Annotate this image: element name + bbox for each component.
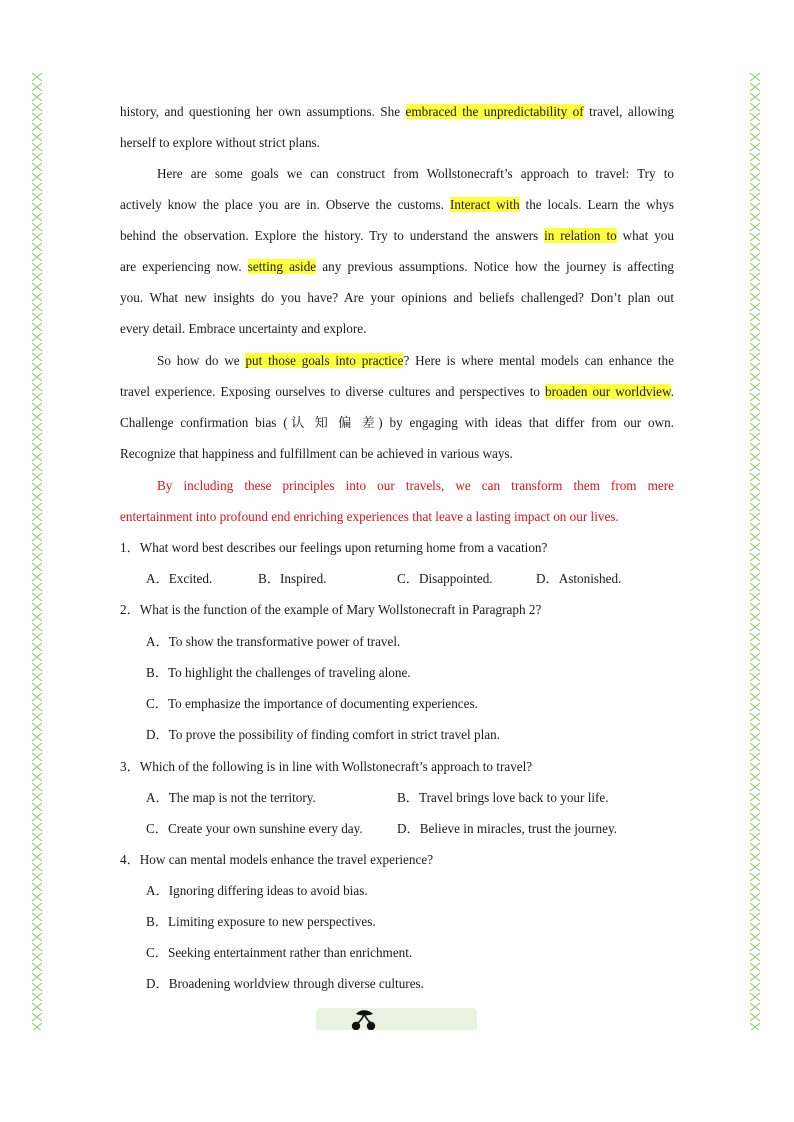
highlighted-phrase: put those goals into practice [245,353,404,368]
passage-line: Recognize that happiness and fulfillment can be achieved in various ways. [120,446,513,461]
option-a: A．Excited. [146,571,213,586]
option-a: A．The map is not the territory. [146,790,316,805]
option-a: A．To show the transformative power of travel. [146,634,401,649]
highlighted-phrase: in relation to [544,228,617,243]
passage-line: you. What new insights do you have? Are your opinions and beliefs challenged? Don’t plan out [120,290,674,305]
highlighted-phrase: setting aside [247,259,317,274]
right-border-decoration [748,72,762,1030]
highlighted-phrase: broaden our worldview [545,384,671,399]
question-stem: 3．Which of the following is in line with Wollstonecraft’s approach to travel? [120,759,533,774]
question-stem: 2．What is the function of the example of Mary Wollstonecraft in Paragraph 2? [120,602,542,617]
passage-line-red: entertainment into profound end enriching experiences that leave a lasting impact on our lives. [120,509,619,524]
option-b: B．Inspired. [258,571,327,586]
option-b: B．To highlight the challenges of traveling alone. [146,665,411,680]
cherry-icon [346,1008,380,1030]
passage-line: So how do we put those goals into practice? Here is where mental models can enhance the [157,353,674,368]
option-c: C．To emphasize the importance of documenting experiences. [146,696,478,711]
passage-line: actively know the place you are in. Observe the customs. Interact with the locals. Learn the whys [120,197,674,212]
option-b: B．Limiting exposure to new perspectives. [146,914,376,929]
passage-line-red: By including these principles into our travels, we can transform them from mere [157,478,674,493]
option-c: C．Disappointed. [397,571,493,586]
passage-line: every detail. Embrace uncertainty and explore. [120,321,367,336]
option-a: A．Ignoring differing ideas to avoid bias. [146,883,368,898]
option-c: C．Create your own sunshine every day. [146,821,363,836]
option-c: C．Seeking entertainment rather than enrichment. [146,945,413,960]
left-border-decoration [30,72,44,1030]
question-stem: 4．How can mental models enhance the travel experience? [120,852,434,867]
option-d: D．Astonished. [536,571,622,586]
question-stem: 1．What word best describes our feelings upon returning home from a vacation? [120,540,548,555]
passage-line: herself to explore without strict plans. [120,135,320,150]
passage-line: Challenge confirmation bias (认 知 偏 差) by engaging with ideas that differ from our own. [120,415,674,430]
highlighted-phrase: Interact with [450,197,520,212]
passage-line: Here are some goals we can construct from Wollstonecraft’s approach to travel: Try to [157,166,674,181]
passage-line: travel experience. Exposing ourselves to diverse cultures and perspectives to broaden our worldview. [120,384,674,399]
page-footer-tab [316,1008,477,1030]
passage-line: are experiencing now. setting aside any previous assumptions. Notice how the journey is affecting [120,259,674,274]
option-d: D．To prove the possibility of finding comfort in strict travel plan. [146,727,500,742]
passage-line: history, and questioning her own assumptions. She embraced the unpredictability of travel, allowing [120,104,674,119]
option-d: D．Broadening worldview through diverse cultures. [146,976,424,991]
option-d: D．Believe in miracles, trust the journey. [397,821,617,836]
passage-line: behind the observation. Explore the history. Try to understand the answers in relation to what you [120,228,674,243]
option-b: B．Travel brings love back to your life. [397,790,609,805]
highlighted-phrase: embraced the unpredictability of [405,104,584,119]
